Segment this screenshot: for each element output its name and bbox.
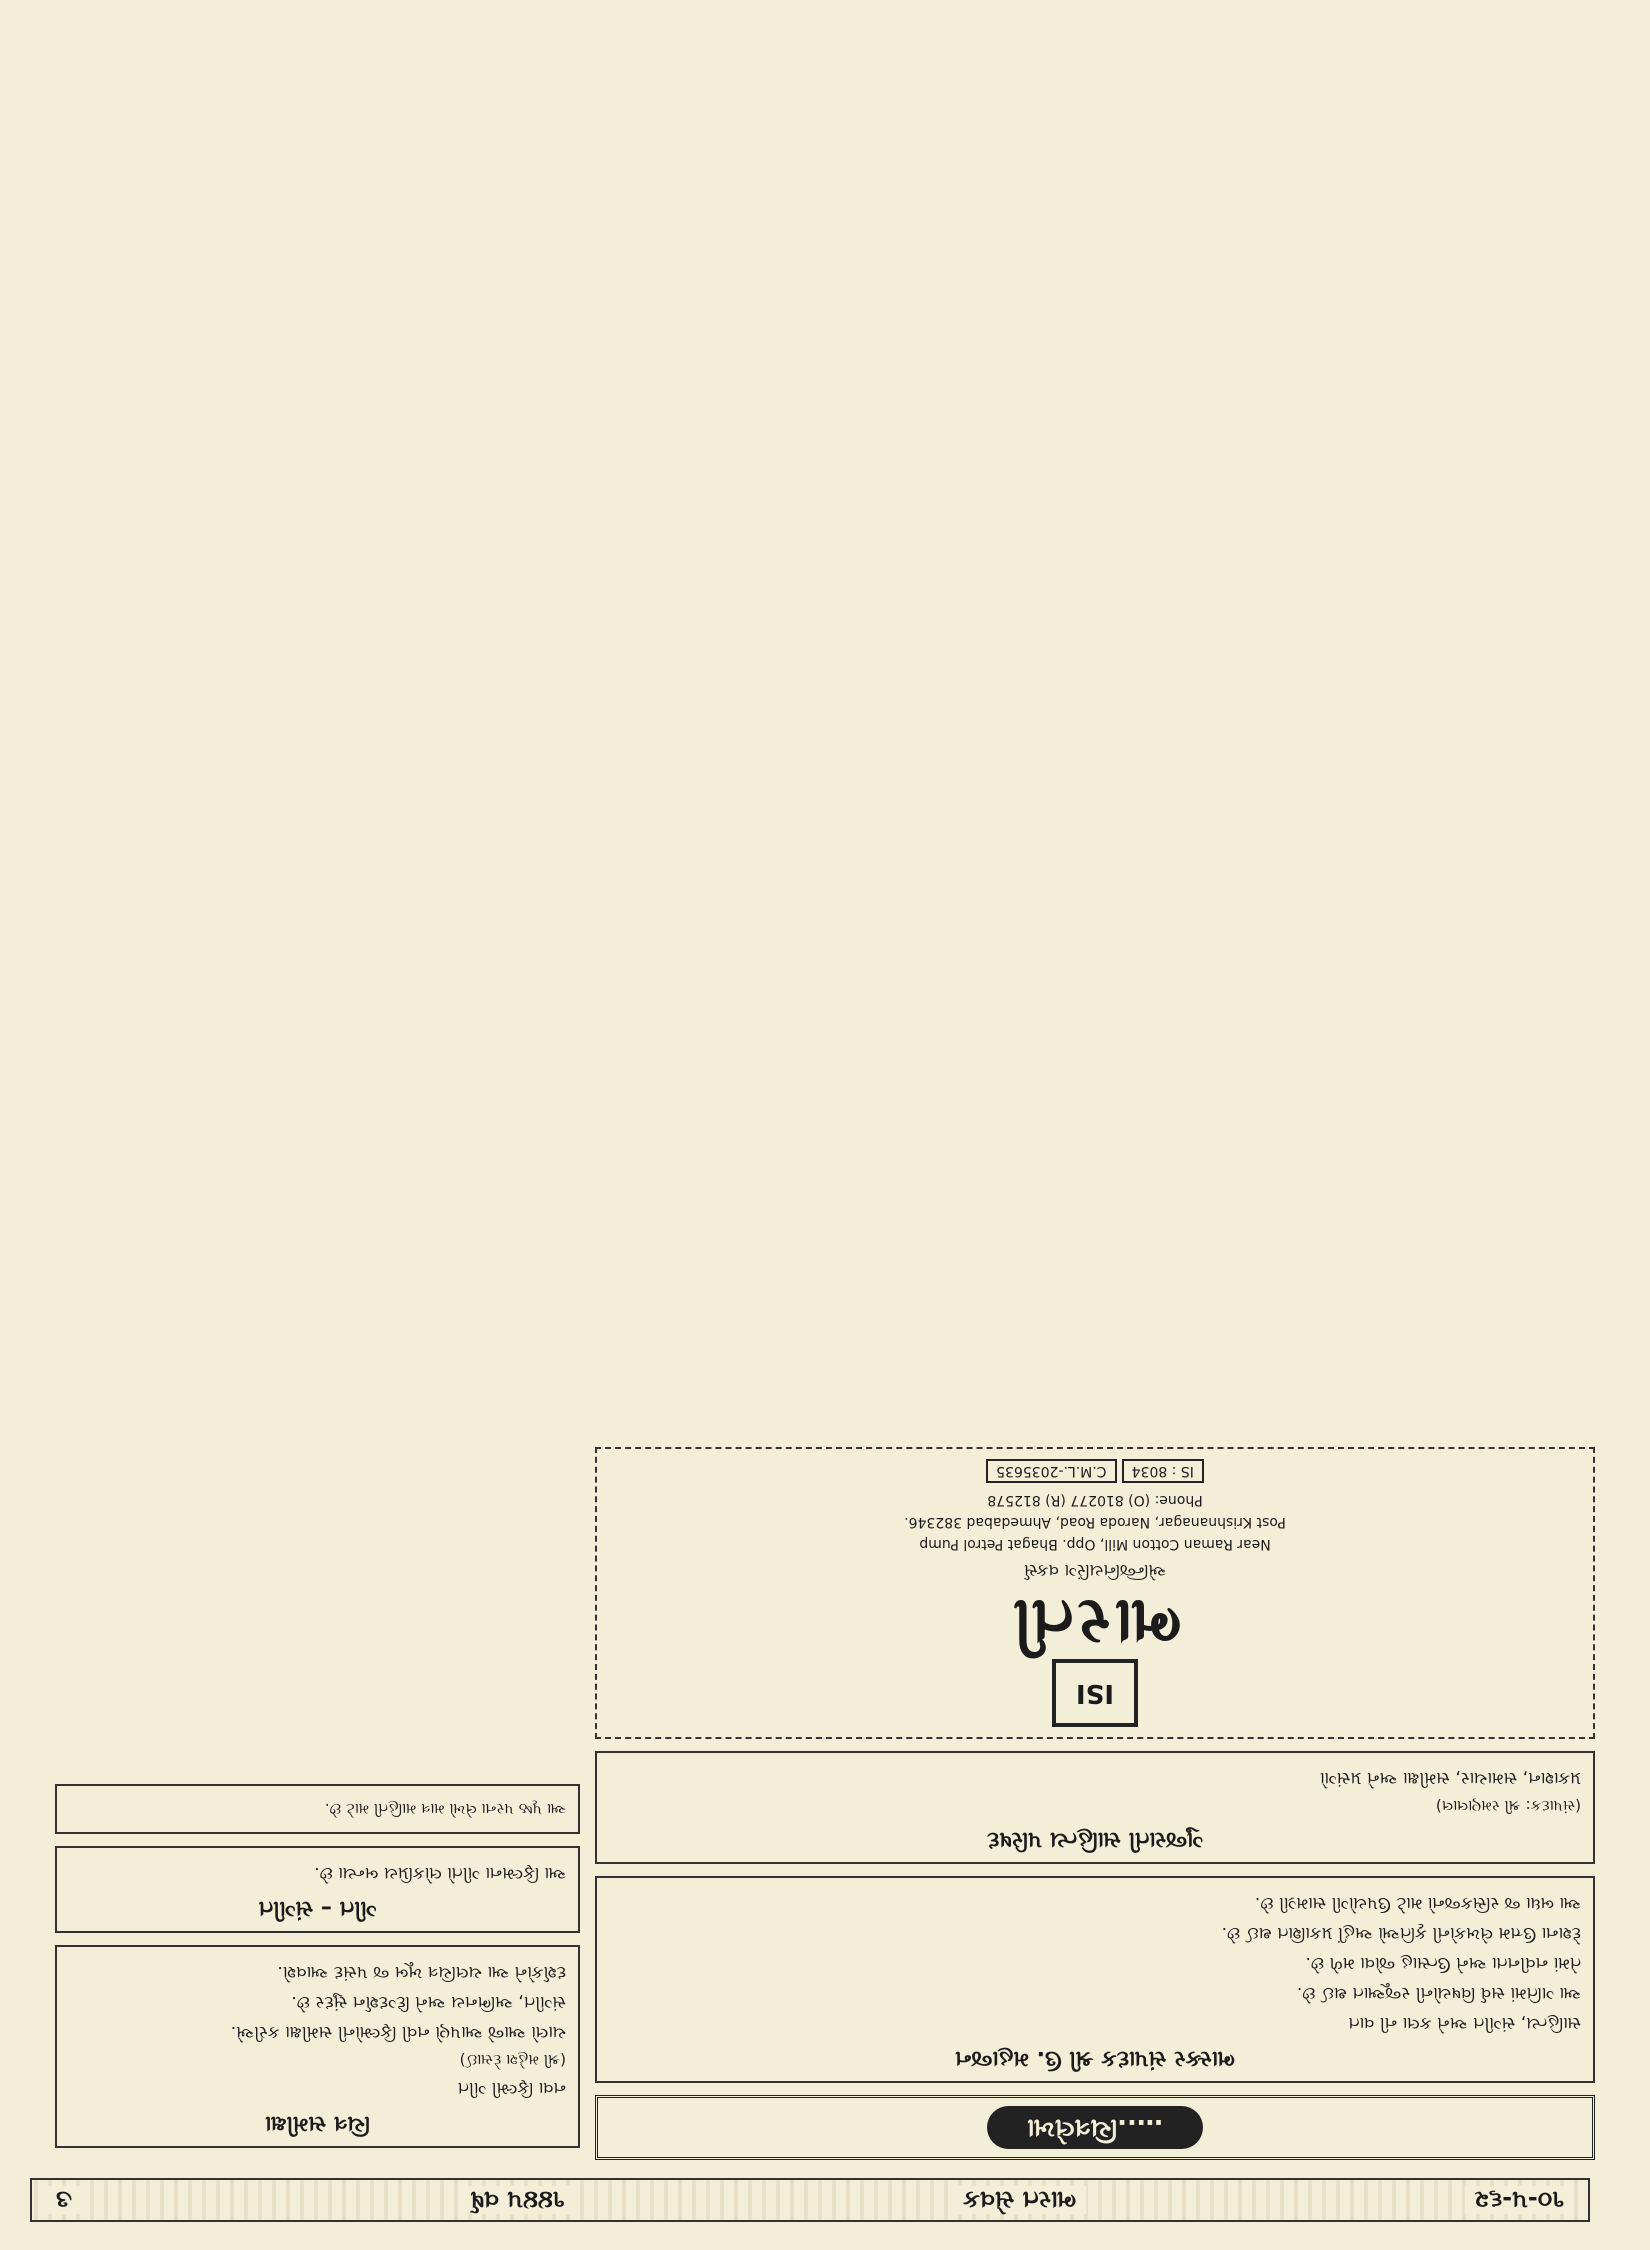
review-subtitle: નવા ફિલ્મી ગીત [457, 2078, 566, 2098]
review-p3: દર્શકોને આ ચલચિત્ર ખૂબ જ પસંદ આવશે. [277, 1962, 566, 1982]
society-sub: (સંપાદક: શ્રી રમણલાલ) [1435, 1797, 1581, 1815]
society-text: પ્રકાશન, સમાચાર, સમીક્ષા અને પ્રસંગો [1319, 1768, 1581, 1788]
right-column [55, 1784, 580, 2160]
header-meta: ૧૪૪૫ વર્ષ [460, 2186, 574, 2214]
banner-box [595, 2095, 1595, 2160]
advertisement [595, 1447, 1595, 1739]
ad-sub: એન્જિનિયરિંગ વર્ક્સ [1023, 1560, 1167, 1580]
footer-text: આ પૃષ્ઠ પરના લેખો માત્ર માહિતી માટે છે. [324, 1800, 566, 1818]
header-date: ૧૦-૫-૬૨ [1465, 2186, 1574, 2214]
banner-title: …..ચિત્રલેખા [987, 2106, 1203, 2149]
ad-address-2: Post Krishnanagar, Naroda Road, Ahmedabad 382346. [904, 1514, 1286, 1530]
society-title: ગુજરાતી સાહિત્ય પરિષદ [986, 1827, 1204, 1852]
lead-para-1: આ ગતિમાં સર્વ વિષયોની રજૂઆત થઈ છે. [1296, 1983, 1581, 2003]
ad-brand: ભારતી [1008, 1585, 1182, 1659]
header-title: ભારત સેવક [953, 2186, 1086, 2214]
left-column [595, 1447, 1595, 2160]
ad-phone: Phone: (O) 810277 (R) 812578 [987, 1492, 1203, 1508]
page-header [30, 2178, 1590, 2222]
lead-title: ભાસ્કર સંપાદક શ્રી ઉ. મહાજન [955, 2046, 1235, 2071]
review-p1: ચાલો આજે આપણે નવી ફિલ્મોની સમીક્ષા કરીએ. [230, 2022, 566, 2042]
review-box [55, 1945, 580, 2148]
songs-text: આ ફિલ્મના ગીતો લોકપ્રિય બન્યા છે. [314, 1863, 566, 1883]
lead-article [595, 1876, 1595, 2083]
lead-para-4: આ બધા જ રસિકજનો માટે ઉપયોગી સામગ્રી છે. [1254, 1893, 1581, 1913]
review-title: ચિત્ર સમીક્ષા [265, 2111, 370, 2136]
songs-title: ગીત – સંગીત [258, 1896, 377, 1921]
society-section [595, 1751, 1595, 1864]
isi-logo: ISI [1052, 1659, 1138, 1727]
footer-note [55, 1784, 580, 1834]
page-number: ૩ [46, 2186, 82, 2214]
ad-address: Near Raman Cotton Mill, Opp. Bhagat Petrol Pump [919, 1536, 1271, 1552]
lead-para-2: તેમાં નવીનતા અને ઉત્સાહ જોવા મળે છે. [1305, 1953, 1581, 1973]
cml-number: C.M.L.-2035635 [986, 1459, 1116, 1483]
review-author: (શ્રી મહેશ દેસાઈ) [459, 2051, 566, 2069]
review-p2: સંગીત, અભિનય અને દિગ્દર્શન સુંદર છે. [291, 1992, 566, 2012]
lead-subtitle: સાહિત્ય, સંગીત અને કલા ની વાત [1348, 2013, 1581, 2033]
songs-section [55, 1846, 580, 1933]
lead-para-3: દેશના ઉત્તમ લેખકોની કૃતિઓ અહીં પ્રકાશિત થઈ છે. [1221, 1923, 1581, 1943]
isi-number: IS : 8034 [1122, 1459, 1204, 1483]
